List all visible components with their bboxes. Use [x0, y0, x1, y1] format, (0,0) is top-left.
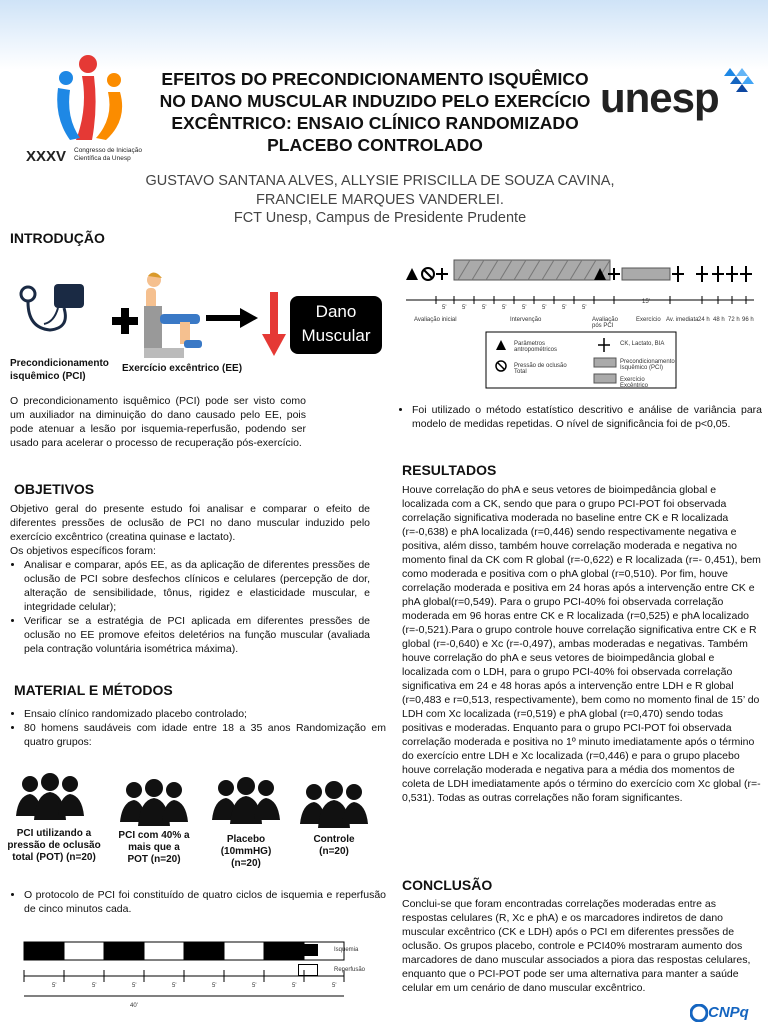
logo-body-orange — [96, 92, 122, 140]
authors-line1: GUSTAVO SANTANA ALVES, ALLYSIE PRISCILLA DE SOUZA CAVINA, — [145, 173, 615, 189]
authors-line2: FRANCIELE MARQUES VANDERLEI. — [256, 192, 504, 208]
legend-item: Exercício Excêntrico — [620, 377, 649, 389]
objetivos-item: • Analisar e comparar, após EE, as da aplicação de diferentes pressões de oclusão de PCI sobre desfechos clínicos e celulares (percepção de dor, alteração de sensibilidade, tônus, rigidez e elasticidade muscular, e integridade celular); — [24, 558, 370, 614]
group-people-icon — [118, 778, 190, 828]
title-line-4: PLACEBO CONTROLADO — [267, 135, 483, 155]
dano-muscular-box — [290, 296, 382, 354]
objetivos-general: Objetivo geral do presente estudo foi analisar e comparar o efeito de diferentes pressões de oclusão de PCI no dano muscular induzido pelo exercício excêntrico (creatina quinase e lactato). — [10, 503, 370, 543]
metodos-list — [10, 707, 386, 749]
arrow-down-icon — [262, 292, 286, 356]
timeline-label: 24 h — [698, 317, 710, 323]
timeline-label: Avaliação inicial — [414, 317, 457, 323]
exercise-block — [622, 268, 670, 280]
tick-label: 5' — [52, 983, 57, 989]
group-people-icon — [210, 776, 282, 826]
group-caption — [206, 834, 286, 870]
legend-reperfusao: Reperfusão — [334, 967, 366, 973]
arrow-right-icon — [206, 308, 258, 328]
title-line-1: EFEITOS DO PRECONDICIONAMENTO ISQUÊMICO — [161, 69, 589, 89]
label-pci-line2: isquêmico (PCI) — [10, 371, 86, 382]
group-caption — [296, 834, 372, 858]
metodos-item: • Ensaio clínico randomizado placebo controlado; — [24, 707, 386, 721]
unesp-logo: unesp — [600, 74, 719, 121]
logo-head-red — [79, 55, 97, 73]
pci-tick-label: 5' — [542, 305, 547, 311]
study-timeline-diagram — [402, 256, 762, 390]
congress-line1: Congresso de Iniciação — [74, 147, 142, 154]
label-pci-line1: Precondicionamento — [10, 358, 109, 369]
estatistica-item: • Foi utilizado o método estatístico descritivo e análise de variância para modelo de medidas repetidas. O nível de significância foi de p<0,05. — [412, 403, 762, 431]
group-caption-line: mais que a — [128, 842, 180, 853]
pci-hatched-block — [454, 260, 610, 280]
group-caption-line: (10mmHG) — [220, 846, 272, 857]
tick-label: 5' — [292, 983, 297, 989]
group-caption-line: Controle — [313, 834, 355, 845]
group-caption-line: PCI utilizando a — [16, 828, 92, 839]
tick-label: 5' — [132, 983, 137, 989]
legend-isquemia: Isquemia — [334, 947, 359, 953]
legend-item: Precondicionamento Isquêmico (PCI) — [620, 359, 675, 371]
label-pci — [10, 357, 109, 383]
cnpq-logo-icon — [690, 1004, 708, 1022]
exercise-duration-label: 15' — [642, 299, 650, 305]
logo-head-blue — [59, 71, 73, 85]
plus-icon — [112, 308, 138, 334]
pci-tick-label: 5' — [502, 305, 507, 311]
conclusao-heading: CONCLUSÃO — [402, 877, 493, 893]
triangle-icon — [406, 268, 418, 280]
group-caption-line: POT (n=20) — [127, 854, 181, 865]
objetivos-list — [10, 558, 370, 656]
intro-text: O precondicionamento isquêmico (PCI) pode ser visto como um auxiliador na diminuição do dano causado pelo EE, pois pode atenuar a lesão por isquemia-reperfusão, podendo ser usado para acelerar o processo de recuperação pós-exercício. — [10, 395, 306, 449]
protocol-text — [10, 888, 386, 916]
resultados-heading: RESULTADOS — [402, 462, 497, 478]
logo-head-orange — [107, 73, 121, 87]
institution: FCT Unesp, Campus de Presidente Prudente — [233, 210, 527, 226]
leg-extension-person-icon — [140, 270, 216, 362]
logo-body-blue — [57, 88, 80, 140]
objetivos-specific-intro: Os objetivos específicos foram: — [10, 545, 156, 557]
conclusao-text: Conclui-se que foram encontradas correlações moderadas entre as respostas celulares (R, Xc e phA) e os marcadores indiretos de dano muscular excêntrico (CK e LDH) após o PCI em diferentes pressões de oclusão. Os grupos placebo, controle e PCI40% mostraram aumento dos marcadores de dano muscular associados a piora das respostas celulares, enquanto que o PCI-POT pode ser uma alternativa para manter a saúde celular em um cenário de dano muscular excêntrico. — [402, 898, 751, 994]
pci-tick-label: 5' — [562, 305, 567, 311]
intro-heading: INTRODUÇÃO — [10, 230, 105, 246]
congress-line2: Científica da Unesp — [74, 155, 131, 162]
label-ee: Exercício excêntrico (EE) — [122, 363, 243, 374]
objetivos-item: • Verificar se a estratégia de PCI aplicada em diferentes pressões de oclusão no EE promove efeitos deletérios na função muscular (avaliada pela contração voluntária isométrica máxima). — [24, 614, 370, 656]
protocol-list — [10, 888, 386, 916]
legend-isquemia-swatch — [298, 944, 318, 956]
unesp-logo-icon — [718, 66, 758, 98]
group-caption-line: (n=20) — [319, 846, 349, 857]
group-people-icon — [14, 772, 86, 822]
tick-label: 5' — [212, 983, 217, 989]
congress-name — [74, 147, 142, 163]
timeline-label: 48 h — [713, 317, 725, 323]
authors — [120, 172, 640, 210]
title-line-2: NO DANO MUSCULAR INDUZIDO PELO EXERCÍCIO — [159, 91, 591, 111]
estatistica-text — [398, 403, 762, 431]
tick-label: 5' — [172, 983, 177, 989]
tick-label: 5' — [252, 983, 257, 989]
poster-title — [150, 68, 600, 156]
title-line-3: EXCÊNTRICO: ENSAIO CLÍNICO RANDOMIZADO — [171, 113, 579, 133]
timeline-label: 72 h — [728, 317, 740, 323]
group-caption-line: Placebo — [226, 834, 266, 845]
congress-number: XXXV — [26, 148, 67, 165]
congress-logo — [36, 48, 136, 144]
dano-line1: Dano — [315, 302, 357, 321]
legend-item: Pressão de oclusão Total — [514, 363, 567, 375]
pci-tick-label: 5' — [522, 305, 527, 311]
pci-tick-label: 5' — [482, 305, 487, 311]
pci-tick-label: 5' — [462, 305, 467, 311]
tick-label: 5' — [332, 983, 337, 989]
group-caption-line: PCI com 40% a — [118, 830, 190, 841]
objetivos-text — [10, 502, 370, 656]
protocol-blocks — [24, 942, 344, 960]
metodos-text — [10, 707, 386, 749]
group-caption — [108, 830, 200, 866]
resultados-text: Houve correlação do phA e seus vetores de bioimpedância global e localizada com a CK, sendo que para o grupo PCI-POT foi observada correlação significativa moderada no baseline entre CK e R localizada (r=-0,638) e phA localizada (r=0,446) sendo respectivamente negativa e positiva, além disso, também houve correlação moderada e negativa no momento final da CK com R global (r=-0,622) e R localizada (r=- 0,451), bem como moderada e positiva com o phA global (r=0,510). Por fim, houve correlação moderada e positiva em 24 horas após a intervenção entre CK e phA global(r=0,549). Para o grupo PCI-40% foi observada correlação moderada em 96 horas entre CK e R localizada (r=0,525) e phA localizado (r=-0,521).Para o grupo controle houve correlação significativa entre CK e R global (r=-0,640) e Xc (r=-0,497), ambas moderadas e negativas. Também houve correlação do phA e seus vetores de bioimpedância global e localizada com o LDH, para o grupo PCI-40% foi observada correlação significativa em 24 e 48 horas após a intervenção entre LDH e R global (r=0,483 e r=0,513, respectivamente), bem como no momento final de 15’ do LDH com Xc localizada (r=0,519) e phA global (r=0,470) sendo todas positivas e moderadas. Enquanto para o grupo PCI-POT foi observada correlação moderada e positiva no 1º minuto imediatamente após o término do exercício entre LDH e Xc localizada (r=0,446) e para o grupo placebo houve correlação moderada e negativa para a média dos momentos de coleta de LDH imediatamente após o término do exercício com Xc global (r=- 0,531). Todas as outras correlações não foram significantes. — [402, 484, 761, 804]
protocol-item: • O protocolo de PCI foi constituído de quatro ciclos de isquemia e reperfusão de cinco minutos cada. — [24, 888, 386, 916]
group-caption — [4, 828, 104, 864]
legend-reperfusao-swatch — [298, 964, 318, 976]
group-caption-line: total (POT) (n=20) — [12, 852, 96, 863]
pci-tick-label: 5' — [582, 305, 587, 311]
timeline-label: Intervenção — [510, 317, 542, 323]
timeline-label: Av. imediata — [666, 317, 699, 323]
timeline-label: Avaliação pós PCI — [592, 317, 618, 329]
tick-label: 5' — [92, 983, 97, 989]
legend-item: Parâmetros antropométricos — [514, 341, 558, 353]
metodos-item: • 80 homens saudáveis com idade entre 18 a 35 anos Randomização em quatro grupos: — [24, 721, 386, 749]
group-caption-line: pressão de oclusão — [7, 840, 101, 851]
timeline-label: Exercício — [636, 317, 661, 323]
group-people-icon — [298, 780, 370, 830]
objetivos-heading: OBJETIVOS — [14, 481, 95, 497]
logo-body-red — [76, 76, 96, 140]
pci-tick-label: 5' — [442, 305, 447, 311]
estatistica-list — [398, 403, 762, 431]
timeline-label: 96 h — [742, 317, 754, 323]
dano-line2: Muscular — [301, 326, 371, 345]
total-duration-label: 40' — [130, 1003, 138, 1009]
group-caption-line: (n=20) — [231, 858, 261, 869]
legend-item: CK, Lactato, BIA — [620, 341, 665, 347]
metodos-heading: MATERIAL E MÉTODOS — [14, 682, 173, 698]
blood-pressure-cuff-icon — [14, 278, 94, 340]
cnpq-logo: CNPq — [708, 1004, 749, 1021]
